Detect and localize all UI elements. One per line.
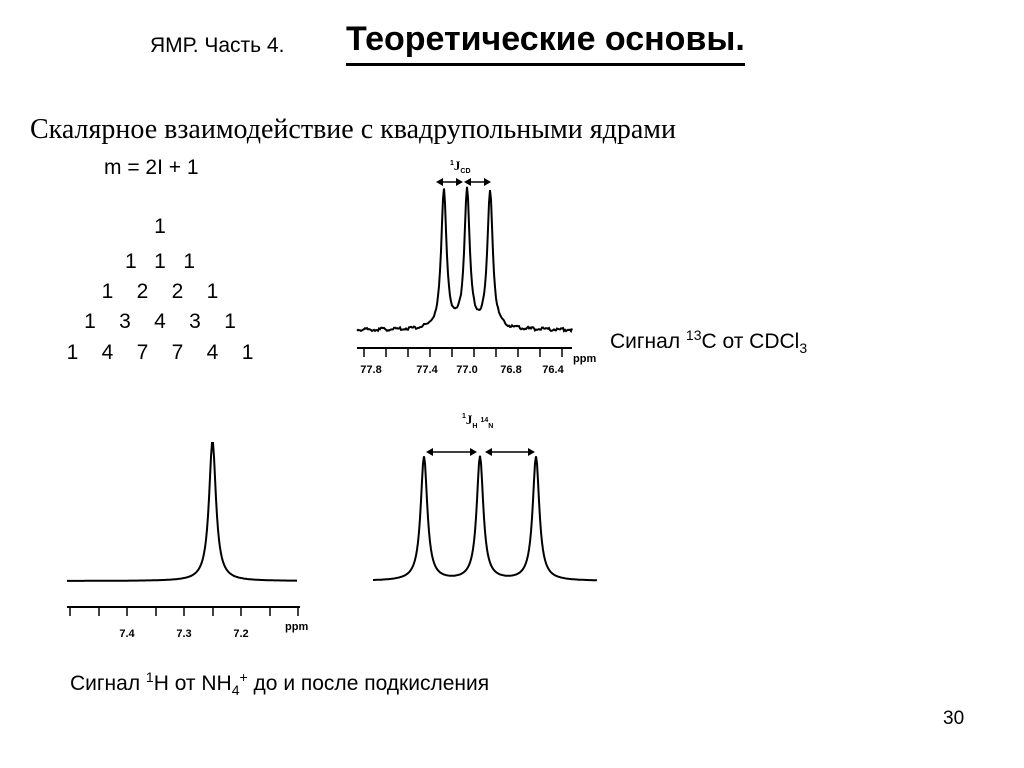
tick-label: 7.2	[233, 628, 249, 640]
tick-label: 77.0	[456, 364, 478, 376]
pascal-row: 1	[154, 215, 166, 238]
spectrum-1h-after	[373, 412, 597, 580]
pascal-row: 1 1 1	[124, 250, 196, 273]
coupling-arrows-cd	[436, 178, 491, 186]
slide-title: Теоретические основы.	[346, 20, 745, 66]
pascal-row: 1 4 7 7 4 1	[66, 341, 254, 364]
spectrum-13c-cdcl3	[357, 158, 596, 376]
tick-label: 76.8	[500, 364, 522, 376]
spectrum-1h-before	[67, 443, 308, 640]
axis-unit: ppm	[285, 621, 309, 633]
spectrum-1h-before-trace	[67, 443, 297, 581]
tick-label: 7.4	[119, 628, 135, 640]
coupling-arrows-hn	[426, 448, 535, 456]
header-prefix: ЯМР. Часть 4.	[150, 34, 285, 57]
spectrum-1h-after-trace	[373, 456, 597, 581]
page-number: 30	[943, 708, 965, 729]
caption-nh4: Сигнал $^1$H от $NH_4^+$ до и после подкисления	[70, 669, 490, 699]
pascal-row: 1 3 4 3 1	[84, 310, 236, 333]
tick-label: 77.8	[360, 364, 382, 376]
spectrum-13c-trace	[357, 187, 572, 331]
tick-label: 7.3	[176, 628, 192, 640]
caption-cdcl3: Сигнал $^{13}$C от CDCl$_3$	[610, 327, 808, 357]
tick-label: 76.4	[542, 364, 564, 376]
slide-subtitle: Скалярное взаимодействие с квадрупольными ядрами	[30, 114, 676, 145]
tick-label: 77.4	[416, 364, 438, 376]
multiplicity-formula: m = 2I + 1	[104, 156, 199, 179]
coupling-label-jcd: $^1_J$CD	[450, 158, 471, 175]
axis-unit: ppm	[573, 353, 597, 365]
coupling-label-jhn: $^1_{JH}^{14}_N$	[462, 412, 494, 430]
pascal-row: 1 2 2 1	[101, 280, 219, 303]
